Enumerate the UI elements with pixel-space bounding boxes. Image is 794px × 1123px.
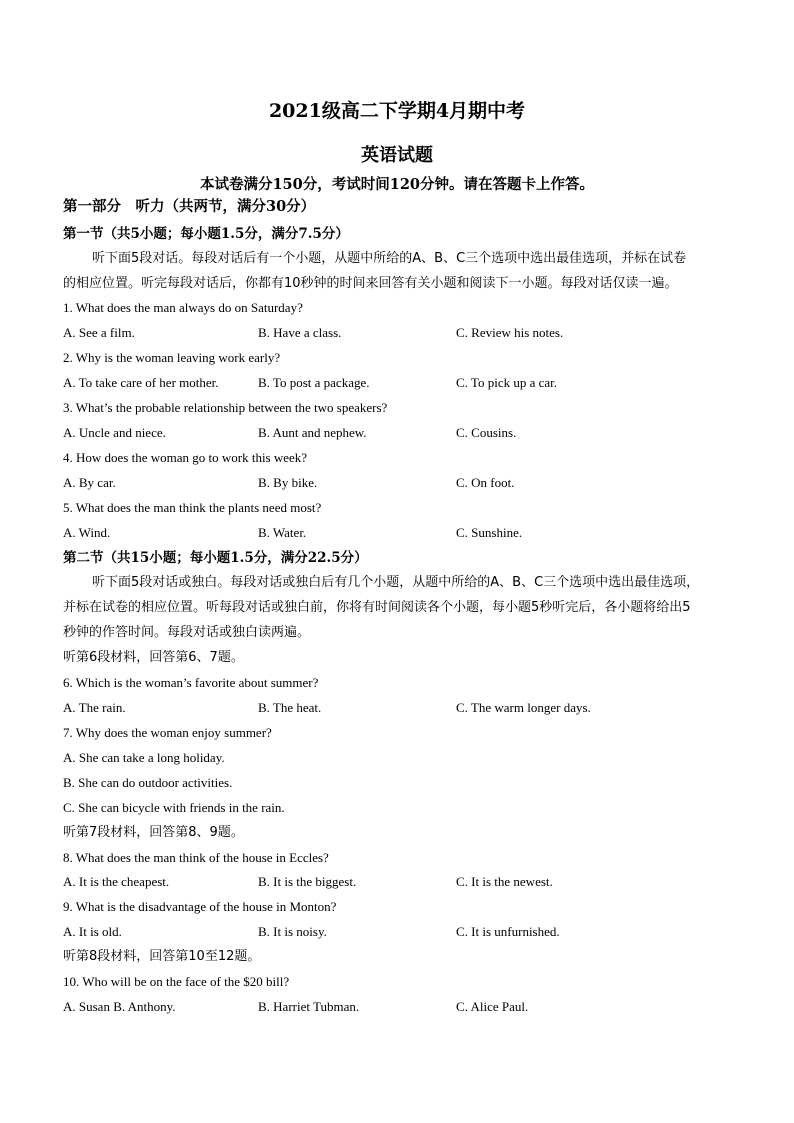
section1-intro-line1: 听下面5段对话。每段对话后有一个小题，从题中所给的A、B、C三个选项中选出最佳选项，并标在试卷 [92,251,687,266]
section2-intro-line3: 秒钟的作答时间。每段对话或独白读两遍。 [63,625,311,640]
question-8: 8. What does the man think of the house in Eccles? [63,850,329,865]
question-7: 7. Why does the woman enjoy summer? [63,725,272,740]
question-2: 2. Why is the woman leaving work early? [63,350,281,365]
section1-heading: 第一节（共5小题；每小题1.5分，满分7.5分） [63,226,349,242]
section1-intro-line2: 的相应位置。听完每段对话后，你都有10秒钟的时间来回答有关小题和阅读下一小题。每段对话仅读一遍。 [63,276,678,291]
question-1: 1. What does the man always do on Saturday? [63,300,303,315]
q6-option-c: C. The warm longer days. [456,700,591,715]
q6-option-a: A. The rain. [63,700,126,715]
question-6: 6. Which is the woman’s favorite about summer? [63,675,319,690]
exam-title: 2021级高二下学期4月期中考 [268,100,526,122]
q8-option-c: C. It is the newest. [456,874,553,889]
question-9: 9. What is the disadvantage of the house in Monton? [63,899,337,914]
q4-option-c: C. On foot. [456,475,515,490]
q7-option-c: C. She can bicycle with friends in the rain. [63,800,285,815]
part1-heading: 第一部分 听力（共两节，满分30分） [63,198,316,215]
q4-option-b: B. By bike. [258,475,318,490]
q1-option-c: C. Review his notes. [456,325,564,340]
q10-option-b: B. Harriet Tubman. [258,999,360,1014]
q5-option-a: A. Wind. [63,525,111,540]
q6-option-b: B. The heat. [258,700,322,715]
material-7-note: 听第7段材料，回答第8、9题。 [63,825,244,840]
q2-option-c: C. To pick up a car. [456,375,558,390]
q10-option-a: A. Susan B. Anthony. [63,999,176,1014]
q9-option-b: B. It is noisy. [258,924,327,939]
q9-option-a: A. It is old. [63,924,122,939]
q4-option-a: A. By car. [63,475,116,490]
section2-intro-line1: 听下面5段对话或独白。每段对话或独白后有几个小题，从题中所给的A、B、C三个选项中选出最佳选项， [92,575,700,590]
q7-option-a: A. She can take a long holiday. [63,750,225,765]
q2-option-a: A. To take care of her mother. [63,375,219,390]
question-3: 3. What’s the probable relationship between the two speakers? [63,400,388,415]
exam-subtitle: 英语试题 [361,145,433,166]
q2-option-b: B. To post a package. [258,375,370,390]
section2-intro-line2: 并标在试卷的相应位置。听每段对话或独白前，你将有时间阅读各个小题，每小题5秒听完后，各小题将给出5 [63,600,691,615]
section2-heading: 第二节（共15小题；每小题1.5分，满分22.5分） [63,550,368,566]
q7-option-b: B. She can do outdoor activities. [63,775,233,790]
question-5: 5. What does the man think the plants need most? [63,500,322,515]
material-6-note: 听第6段材料，回答第6、7题。 [63,650,244,665]
q3-option-b: B. Aunt and nephew. [258,425,367,440]
q8-option-a: A. It is the cheapest. [63,874,170,889]
q1-option-a: A. See a film. [63,325,135,340]
q1-option-b: B. Have a class. [258,325,342,340]
question-4: 4. How does the woman go to work this week? [63,450,308,465]
q9-option-c: C. It is unfurnished. [456,924,560,939]
question-10: 10. Who will be on the face of the $20 bill? [63,974,290,989]
q8-option-b: B. It is the biggest. [258,874,357,889]
exam-instructions: 本试卷满分150分，考试时间120分钟。请在答题卡上作答。 [199,176,595,193]
material-8-note: 听第8段材料，回答第10至12题。 [63,949,261,964]
q5-option-b: B. Water. [258,525,307,540]
q5-option-c: C. Sunshine. [456,525,523,540]
q3-option-a: A. Uncle and niece. [63,425,166,440]
q3-option-c: C. Cousins. [456,425,517,440]
q10-option-c: C. Alice Paul. [456,999,529,1014]
